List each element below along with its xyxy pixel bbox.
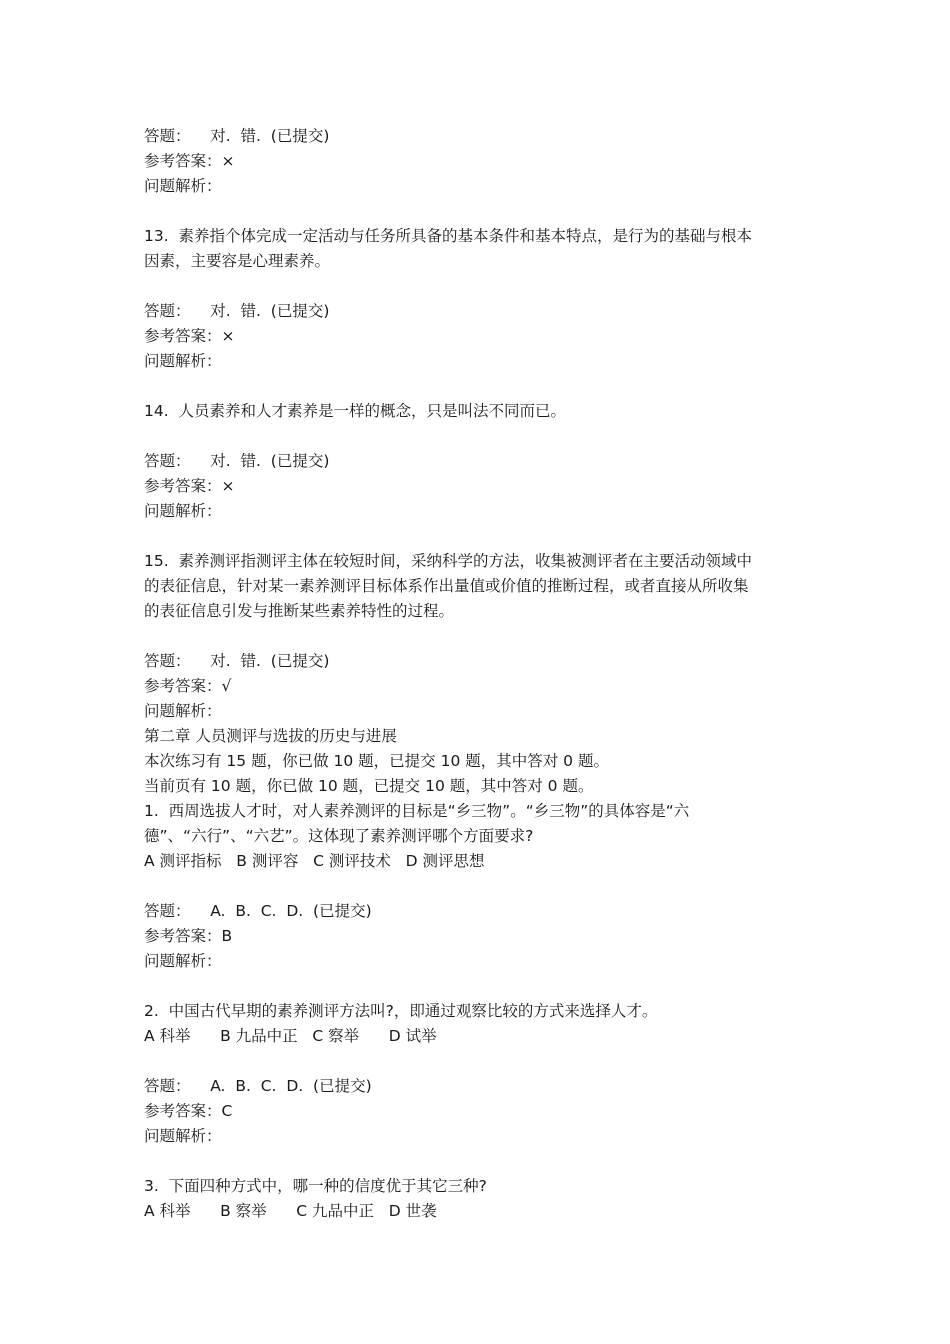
- question-block: [144, 799, 814, 974]
- question-options: A 科举 B 九品中正 C 察举 D 试举: [144, 1027, 437, 1045]
- exercise-summary: 本次练习有 15 题，你已做 10 题，已提交 10 题，其中答对 0 题。: [144, 752, 609, 770]
- analysis-label: 问题解析：: [144, 702, 222, 720]
- question-text: 13. 素养指个体完成一定活动与任务所具备的基本条件和基本特点，是行为的基础与根本: [144, 227, 753, 245]
- answer-line: 答题： A. B. C. D. (已提交): [144, 1077, 372, 1095]
- analysis-label: 问题解析：: [144, 502, 222, 520]
- question-block: [144, 124, 814, 199]
- question-text: 因素，主要容是心理素养。: [144, 252, 331, 270]
- question-block: [144, 399, 814, 524]
- question-text: 14. 人员素养和人才素养是一样的概念，只是叫法不同而已。: [144, 402, 567, 420]
- analysis-label: 问题解析：: [144, 952, 222, 970]
- question-text: 的表征信息引发与推断某些素养特性的过程。: [144, 602, 455, 620]
- question-options: A 科举 B 察举 C 九品中正 D 世袭: [144, 1202, 437, 1220]
- answer-line: 答题： 对. 错. (已提交): [144, 652, 330, 670]
- question-text: 3. 下面四种方式中，哪一种的信度优于其它三种?: [144, 1177, 487, 1195]
- analysis-label: 问题解析：: [144, 1127, 222, 1145]
- analysis-label: 问题解析：: [144, 352, 222, 370]
- chapter-header: [144, 724, 814, 799]
- answer-line: 答题： 对. 错. (已提交): [144, 127, 330, 145]
- question-text: 1. 西周选拔人才时，对人素养测评的目标是“乡三物”。“乡三物”的具体容是“六: [144, 802, 690, 820]
- answer-line: 答题： 对. 错. (已提交): [144, 302, 330, 320]
- question-block: [144, 999, 814, 1149]
- reference-answer: 参考答案：×: [144, 327, 235, 345]
- chapter-title: 第二章 人员测评与选拔的历史与进展: [144, 727, 397, 745]
- reference-answer: 参考答案：×: [144, 477, 235, 495]
- reference-answer: 参考答案：C: [144, 1102, 233, 1120]
- document-page: [144, 124, 814, 1224]
- reference-answer: 参考答案：B: [144, 927, 233, 945]
- question-text: 德”、“六行”、“六艺”。这体现了素养测评哪个方面要求?: [144, 827, 534, 845]
- question-block: [144, 1174, 814, 1224]
- answer-line: 答题： 对. 错. (已提交): [144, 452, 330, 470]
- reference-answer: 参考答案：√: [144, 677, 232, 695]
- question-text: 的表征信息，针对某一素养测评目标体系作出量值或价值的推断过程，或者直接从所收集: [144, 577, 749, 595]
- question-text: 2. 中国古代早期的素养测评方法叫?，即通过观察比较的方式来选择人才。: [144, 1002, 658, 1020]
- question-block: [144, 224, 814, 374]
- reference-answer: 参考答案：×: [144, 152, 235, 170]
- page-summary: 当前页有 10 题，你已做 10 题，已提交 10 题，其中答对 0 题。: [144, 777, 594, 795]
- question-options: A 测评指标 B 测评容 C 测评技术 D 测评思想: [144, 852, 485, 870]
- analysis-label: 问题解析：: [144, 177, 222, 195]
- answer-line: 答题： A. B. C. D. (已提交): [144, 902, 372, 920]
- question-block: [144, 549, 814, 724]
- question-text: 15. 素养测评指测评主体在较短时间，采纳科学的方法，收集被测评者在主要活动领域中: [144, 552, 753, 570]
